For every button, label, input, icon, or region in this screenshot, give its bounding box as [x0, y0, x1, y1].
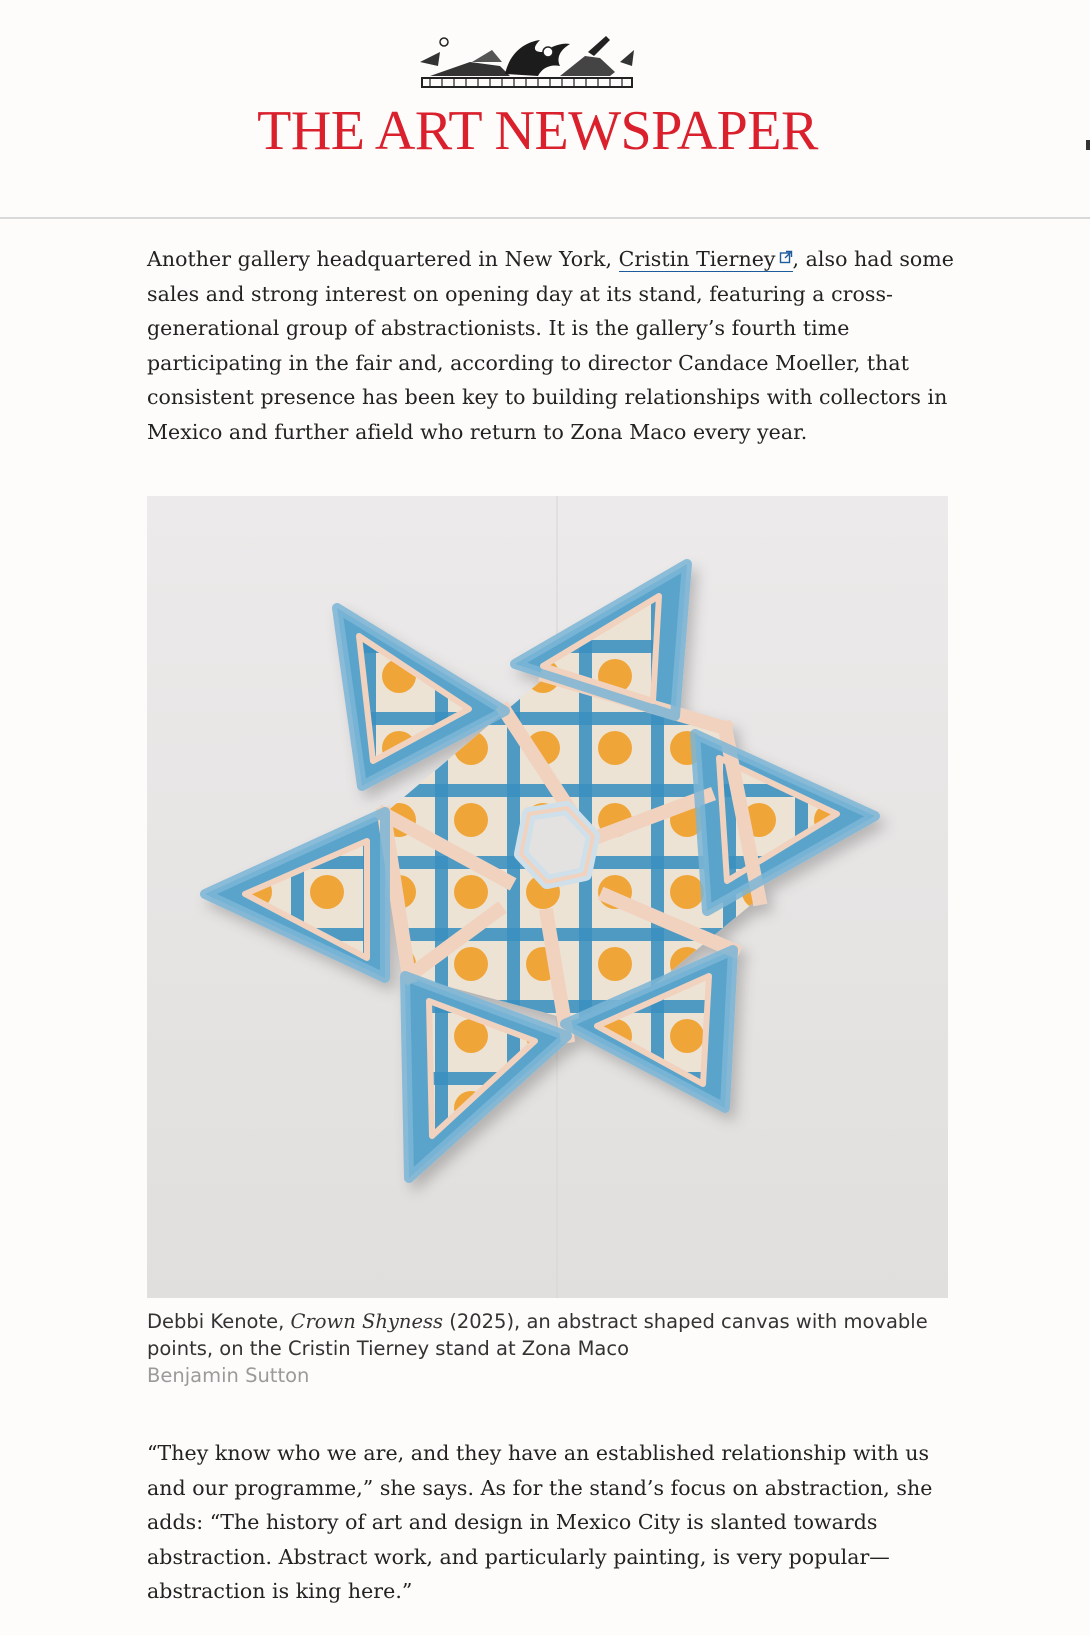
caption-text: (2025), an abstract shaped canvas with movable: [443, 1310, 928, 1333]
paragraph-line: adds: “The history of art and design in Mexico City is slanted towards: [147, 1510, 878, 1534]
site-header: [0, 0, 1090, 219]
paragraph-line: participating in the fair and, according to director Candace Moeller, that: [147, 350, 909, 375]
external-link-icon: [779, 250, 793, 264]
paragraph-line: [147, 242, 954, 277]
engraved-eagle-emblem-icon[interactable]: [410, 22, 642, 92]
article-paragraph-2: [147, 1436, 947, 1609]
caption-line: points, on the Cristin Tierney stand at Zona Maco: [147, 1337, 630, 1360]
paragraph-line: generational group of abstractionists. It is the gallery’s fourth time: [147, 316, 850, 340]
paragraph-line: sales and strong interest on opening day at its stand, featuring a cross-: [147, 281, 894, 306]
cristin-tierney-link[interactable]: [619, 247, 793, 272]
paragraph-line: “They know who we are, and they have an established relationship with us: [147, 1441, 930, 1465]
text-segment: , also had some: [792, 247, 954, 271]
paragraph-line: consistent presence has been key to building relationships with collectors in: [147, 385, 948, 409]
paragraph-line: abstraction. Abstract work, and particularly painting, is very popular—: [147, 1544, 890, 1569]
caption-artist: Debbi Kenote,: [147, 1310, 291, 1333]
link-label: Cristin Tierney: [618, 247, 776, 271]
paragraph-line: Mexico and further afield who return to Zona Maco every year.: [147, 419, 808, 444]
artwork-photo[interactable]: [147, 496, 948, 1298]
paragraph-line: abstraction is king here.”: [147, 1579, 413, 1603]
figure-caption: [147, 1308, 947, 1362]
masthead-title[interactable]: THE ART NEWSPAPER: [257, 100, 818, 162]
article-paragraph-1: [147, 242, 954, 449]
edge-scroll-mark: [1086, 140, 1090, 150]
paragraph-line: and our programme,” she says. As for the stand’s focus on abstraction, she: [147, 1475, 933, 1500]
caption-line: [147, 1308, 947, 1335]
photo-credit: Benjamin Sutton: [147, 1364, 310, 1387]
caption-artwork-title: Crown Shyness: [290, 1310, 444, 1333]
text-segment: Another gallery headquartered in New York,: [147, 247, 619, 271]
